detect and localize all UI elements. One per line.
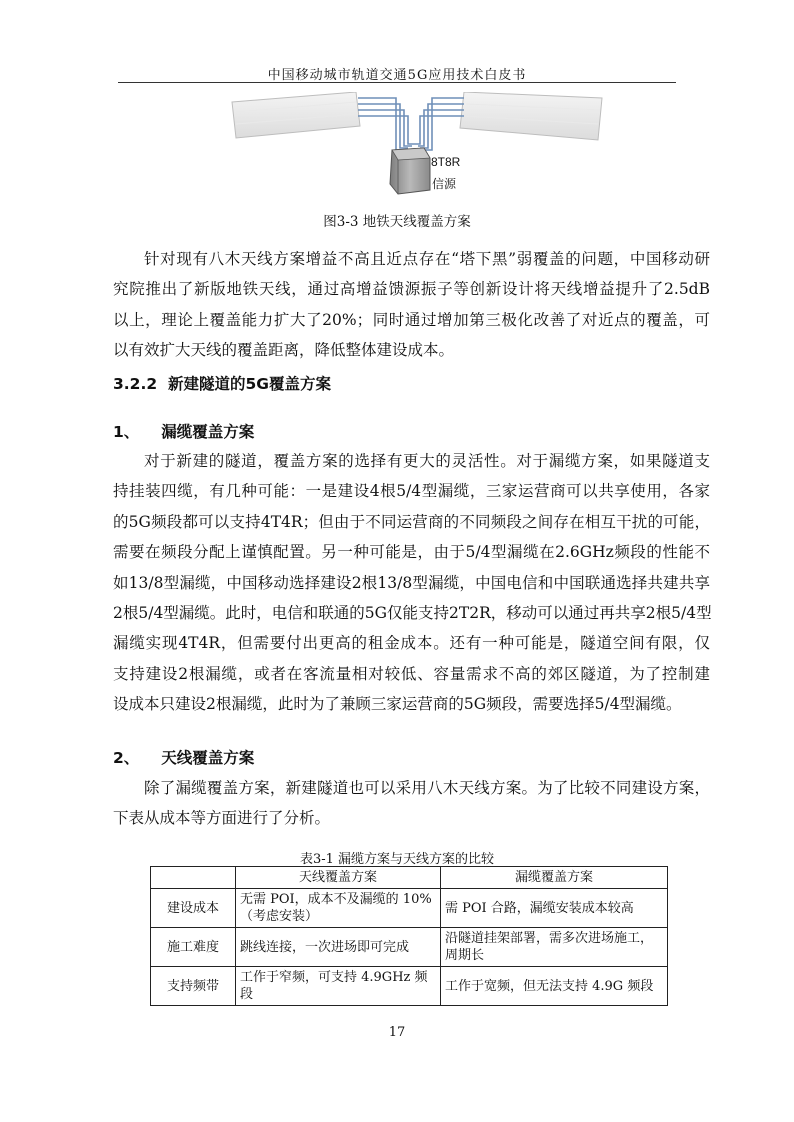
text-line: 支持建设2根漏缆，或者在客流量相对较低、容量需求不高的郊区隧道，为了控制建 [113, 664, 710, 683]
signal-source-box [390, 148, 430, 194]
source-label-name: 信源 [432, 177, 457, 191]
table-header-cell [151, 867, 236, 889]
table-cell: 工作于宽频，但无法支持 4.9G 频段 [441, 967, 668, 1006]
table-cell: 跳线连接，一次进场即可完成 [236, 928, 441, 967]
section-number: 3.2.2 [113, 375, 158, 393]
text-line: 漏缆实现4T4R，但需要付出更高的租金成本。还有一种可能是，隧道空间有限，仅 [113, 634, 710, 653]
text-line: 设成本只建设2根漏缆，此时为了兼顾三家运营商的5G频段，需要选择5/4型漏缆。 [113, 695, 682, 714]
table-cell: 工作于窄频，可支持 4.9GHz 频段 [236, 967, 441, 1006]
left-antenna-panel [232, 92, 360, 138]
page-number: 17 [388, 1025, 406, 1040]
feeder-cables [358, 98, 464, 150]
table-header-cell: 天线覆盖方案 [236, 867, 441, 889]
subheading-title: 漏缆覆盖方案 [161, 423, 255, 441]
table-cell: 无需 POI，成本不及漏缆的 10%（考虑安装） [236, 889, 441, 928]
right-antenna-panel [460, 92, 602, 140]
text-line: 的5G频段都可以支持4T4R；但由于不同运营商的不同频段之间存在相互干扰的可能， [113, 512, 710, 531]
text-line: 针对现有八木天线方案增益不高且近点存在“塔下黑”弱覆盖的问题，中国移动研 [144, 250, 710, 268]
source-label-model: 8T8R [431, 155, 461, 169]
table-cell: 需 POI 合路，漏缆安装成本较高 [441, 889, 668, 928]
comparison-table [150, 866, 668, 1006]
table-row-header: 建设成本 [151, 889, 236, 928]
header-rule [118, 82, 676, 83]
text-line: 对于新建的隧道，覆盖方案的选择有更大的灵活性。对于漏缆方案，如果隧道支 [144, 452, 710, 470]
text-line: 以有效扩大天线的覆盖距离，降低整体建设成本。 [113, 341, 455, 360]
text-line: 除了漏缆覆盖方案，新建隧道也可以采用八木天线方案。为了比较不同建设方案， [144, 779, 710, 797]
table-cell: 沿隧道挂架部署，需多次进场施工，周期长 [441, 928, 668, 967]
text-line: 需要在频段分配上谨慎配置。另一种可能是，由于5/4型漏缆在2.6GHz频段的性能不 [113, 543, 710, 562]
text-line: 以上，理论上覆盖能力扩大了20%；同时通过增加第三极化改善了对近点的覆盖，可 [113, 310, 710, 329]
paragraph-new-antenna [113, 244, 710, 366]
table-row [151, 928, 668, 967]
subheading-title: 天线覆盖方案 [161, 749, 255, 767]
section-title: 新建隧道的5G覆盖方案 [167, 375, 331, 393]
subway-antenna-figure [228, 92, 612, 202]
subheading-number: 2、 [113, 749, 140, 767]
table-row-header: 支持频带 [151, 967, 236, 1006]
section-heading [113, 372, 331, 394]
subheading-antenna [113, 746, 254, 768]
table-header-row [151, 867, 668, 889]
figure-caption: 图3-3 地铁天线覆盖方案 [323, 214, 471, 230]
table-row [151, 967, 668, 1006]
text-line: 下表从成本等方面进行了分析。 [113, 809, 331, 828]
subheading-number: 1、 [113, 423, 140, 441]
text-line: 2根5/4型漏缆。此时，电信和联通的5G仅能支持2T2R，移动可以通过再共享2根5/4型 [113, 604, 712, 623]
text-line: 持挂装四缆，有几种可能：一是建设4根5/4型漏缆，三家运营商可以共享使用，各家 [113, 482, 710, 501]
paragraph-antenna [113, 773, 710, 834]
text-line: 究院推出了新版地铁天线，通过高增益馈源振子等创新设计将天线增益提升了2.5dB [113, 280, 710, 299]
table-row [151, 889, 668, 928]
text-line: 如13/8型漏缆，中国移动选择建设2根13/8型漏缆，中国电信和中国联通选择共建共享 [113, 573, 710, 592]
table-caption: 表3-1 漏缆方案与天线方案的比较 [299, 852, 495, 867]
table-header-cell: 漏缆覆盖方案 [441, 867, 668, 889]
running-header: 中国移动城市轨道交通5G应用技术白皮书 [267, 68, 527, 83]
paragraph-leaky-cable [113, 446, 710, 720]
table-row-header: 施工难度 [151, 928, 236, 967]
subheading-leaky-cable [113, 420, 254, 442]
